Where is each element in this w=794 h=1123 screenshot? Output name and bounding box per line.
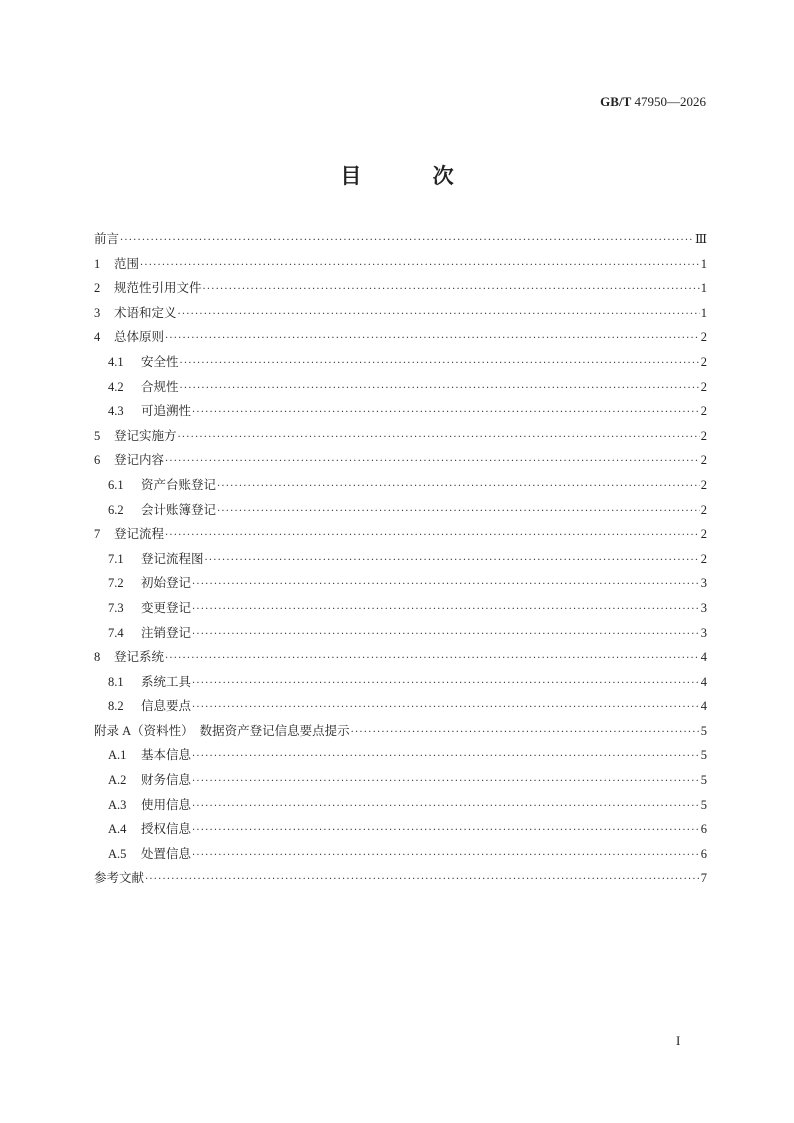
toc-entry[interactable]: [94, 621, 707, 646]
toc-entry-number: 6.1: [108, 477, 124, 492]
toc-entry-title: 数据资产登记信息要点提示: [199, 722, 350, 738]
toc-entry-number: A.2: [108, 773, 127, 788]
toc-dot-leader: [203, 278, 700, 303]
toc-entry-number: 4.3: [108, 404, 124, 419]
toc-entry-number: 1: [94, 256, 101, 271]
toc-entry-number: 附录 A（资料性）: [94, 723, 194, 738]
toc-dot-leader: [192, 745, 700, 770]
toc-entry-label: [108, 743, 191, 768]
toc-dot-leader: [165, 524, 700, 549]
toc-dot-leader: [205, 549, 700, 574]
toc-entry-page: 5: [700, 797, 707, 812]
toc-entry-page: 7: [700, 871, 707, 886]
toc-dot-leader: [192, 623, 700, 648]
toc-entry-number: 8: [94, 650, 101, 665]
toc-dot-leader: [165, 450, 700, 475]
toc-entry-title: 登记内容: [114, 452, 165, 468]
toc-entry-page: 4: [700, 650, 707, 665]
toc-entry-page: 5: [700, 723, 707, 738]
toc-entry-number: 7.4: [108, 625, 124, 640]
toc-dot-leader: [165, 327, 700, 352]
toc-dot-leader: [165, 647, 700, 672]
toc-entry-number: 3: [94, 305, 101, 320]
toc-dot-leader: [192, 795, 700, 820]
toc-entry[interactable]: [94, 375, 707, 400]
page-title: 目 次: [340, 164, 486, 188]
toc-entry-title: 登记流程: [114, 526, 165, 542]
toc-entry-label: [108, 817, 191, 842]
toc-dot-leader: [120, 229, 694, 254]
toc-dot-leader: [145, 868, 700, 893]
toc-entry-page: 2: [700, 428, 707, 443]
toc-entry-title: 处置信息: [141, 845, 192, 861]
toc-entry-page: 2: [700, 354, 707, 369]
table-of-contents: [94, 227, 707, 891]
toc-entry[interactable]: [94, 842, 707, 867]
toc-entry-page: 5: [700, 748, 707, 763]
toc-entry[interactable]: [94, 670, 707, 695]
toc-entry-page: 6: [700, 846, 707, 861]
toc-entry-label: [94, 448, 164, 473]
toc-entry-title: 参考文献: [94, 870, 145, 886]
toc-entry[interactable]: [94, 227, 707, 252]
toc-entry[interactable]: [94, 743, 707, 768]
toc-entry-label: [94, 866, 144, 891]
toc-entry[interactable]: [94, 547, 707, 572]
toc-entry-label: [94, 227, 119, 252]
toc-entry-title: 基本信息: [141, 747, 192, 763]
toc-dot-leader: [192, 770, 700, 795]
toc-entry[interactable]: [94, 424, 707, 449]
toc-entry-number: 8.1: [108, 674, 124, 689]
toc-dot-leader: [140, 254, 700, 279]
toc-entry-page: 2: [700, 502, 707, 517]
toc-entry-label: [108, 621, 191, 646]
toc-entry-page: 5: [700, 773, 707, 788]
toc-entry-label: [94, 522, 164, 547]
toc-entry[interactable]: [94, 694, 707, 719]
toc-entry[interactable]: [94, 522, 707, 547]
toc-entry[interactable]: [94, 793, 707, 818]
toc-dot-leader: [192, 844, 700, 869]
toc-entry[interactable]: [94, 596, 707, 621]
toc-entry-title: 财务信息: [141, 772, 192, 788]
toc-entry-label: [108, 547, 204, 572]
toc-entry-title: 使用信息: [141, 796, 192, 812]
toc-entry-title: 安全性: [141, 353, 179, 369]
toc-entry-number: 2: [94, 281, 101, 296]
toc-entry-title: 变更登记: [141, 599, 192, 615]
toc-entry-number: 7.1: [108, 551, 124, 566]
toc-entry[interactable]: [94, 498, 707, 523]
toc-dot-leader: [192, 573, 700, 598]
toc-entry-number: 6.2: [108, 502, 124, 517]
toc-entry-number: 8.2: [108, 699, 124, 714]
toc-entry-label: [108, 375, 179, 400]
toc-dot-leader: [178, 303, 700, 328]
toc-dot-leader: [217, 500, 700, 525]
toc-entry-label: [108, 596, 191, 621]
toc-entry-label: [108, 670, 191, 695]
toc-entry-number: A.3: [108, 797, 127, 812]
toc-entry-label: [94, 301, 177, 326]
toc-entry-label: [94, 645, 164, 670]
toc-entry-label: [108, 399, 191, 424]
toc-dot-leader: [180, 377, 700, 402]
toc-entry-page: 2: [700, 551, 707, 566]
toc-entry-page: 2: [700, 330, 707, 345]
toc-dot-leader: [351, 721, 700, 746]
toc-entry-label: [108, 571, 191, 596]
toc-entry-label: [108, 842, 191, 867]
toc-entry-page: 1: [700, 281, 707, 296]
toc-entry-title: 授权信息: [141, 821, 192, 837]
toc-entry-number: 7.2: [108, 576, 124, 591]
toc-dot-leader: [192, 672, 700, 697]
toc-entry-page: 4: [700, 699, 707, 714]
toc-entry[interactable]: [94, 866, 707, 891]
toc-entry-page: Ⅲ: [694, 232, 707, 246]
toc-entry-title: 前言: [94, 231, 120, 246]
toc-entry-number: 6: [94, 453, 101, 468]
standard-code: [600, 94, 706, 110]
toc-dot-leader: [217, 475, 700, 500]
toc-entry-number: A.4: [108, 822, 127, 837]
toc-entry-label: [108, 768, 191, 793]
toc-entry-title: 登记流程图: [141, 550, 204, 566]
toc-entry-title: 可追溯性: [141, 403, 192, 419]
toc-entry-number: 4: [94, 330, 101, 345]
toc-dot-leader: [178, 426, 700, 451]
toc-entry[interactable]: [94, 473, 707, 498]
toc-entry-label: [108, 793, 191, 818]
toc-entry-title: 规范性引用文件: [114, 280, 202, 296]
standard-prefix: GB/T: [600, 94, 632, 109]
toc-entry-page: 2: [700, 527, 707, 542]
toc-entry-page: 3: [700, 600, 707, 615]
toc-entry-page: 2: [700, 477, 707, 492]
toc-entry-title: 总体原则: [114, 329, 165, 345]
toc-entry[interactable]: [94, 252, 707, 277]
toc-dot-leader: [180, 352, 700, 377]
toc-entry-label: [108, 473, 216, 498]
toc-entry-number: 4.1: [108, 354, 124, 369]
toc-entry[interactable]: [94, 768, 707, 793]
toc-entry-page: 1: [700, 305, 707, 320]
toc-entry-page: 2: [700, 404, 707, 419]
toc-entry-number: 7: [94, 527, 101, 542]
toc-entry-label: [108, 498, 216, 523]
toc-entry-title: 合规性: [141, 378, 179, 394]
toc-entry-label: [94, 325, 164, 350]
toc-entry-page: 1: [700, 256, 707, 271]
toc-dot-leader: [192, 401, 700, 426]
toc-entry-number: 5: [94, 428, 101, 443]
toc-entry-title: 范围: [114, 255, 140, 271]
toc-entry[interactable]: [94, 817, 707, 842]
toc-entry-page: 3: [700, 625, 707, 640]
toc-entry[interactable]: [94, 325, 707, 350]
toc-entry-title: 信息要点: [141, 698, 192, 714]
toc-entry[interactable]: [94, 645, 707, 670]
toc-entry-label: [94, 719, 350, 744]
toc-entry[interactable]: [94, 448, 707, 473]
toc-entry-page: 6: [700, 822, 707, 837]
toc-entry[interactable]: [94, 350, 707, 375]
toc-entry-title: 登记实施方: [114, 427, 177, 443]
toc-entry-title: 注销登记: [141, 624, 192, 640]
toc-entry-title: 术语和定义: [114, 304, 177, 320]
toc-dot-leader: [192, 598, 700, 623]
toc-entry-number: A.1: [108, 748, 127, 763]
standard-number: 47950—2026: [634, 94, 706, 109]
toc-entry-number: 7.3: [108, 600, 124, 615]
toc-entry-page: 2: [700, 453, 707, 468]
toc-entry-page: 2: [700, 379, 707, 394]
toc-entry-number: 4.2: [108, 379, 124, 394]
toc-entry-title: 登记系统: [114, 649, 165, 665]
toc-entry-label: [108, 694, 191, 719]
toc-entry-label: [108, 350, 179, 375]
toc-dot-leader: [192, 819, 700, 844]
toc-entry[interactable]: [94, 276, 707, 301]
toc-entry[interactable]: [94, 301, 707, 326]
toc-entry-title: 初始登记: [141, 575, 192, 591]
toc-entry-page: 3: [700, 576, 707, 591]
toc-entry-title: 资产台账登记: [141, 476, 217, 492]
toc-entry[interactable]: [94, 399, 707, 424]
toc-entry-number: A.5: [108, 846, 127, 861]
toc-entry-title: 系统工具: [141, 673, 192, 689]
toc-entry[interactable]: [94, 719, 707, 744]
toc-entry-label: [94, 424, 177, 449]
page-number: I: [676, 1033, 681, 1048]
toc-entry[interactable]: [94, 571, 707, 596]
toc-entry-label: [94, 252, 139, 277]
toc-dot-leader: [192, 696, 700, 721]
toc-entry-label: [94, 276, 202, 301]
toc-entry-title: 会计账簿登记: [141, 501, 217, 517]
toc-entry-page: 4: [700, 674, 707, 689]
